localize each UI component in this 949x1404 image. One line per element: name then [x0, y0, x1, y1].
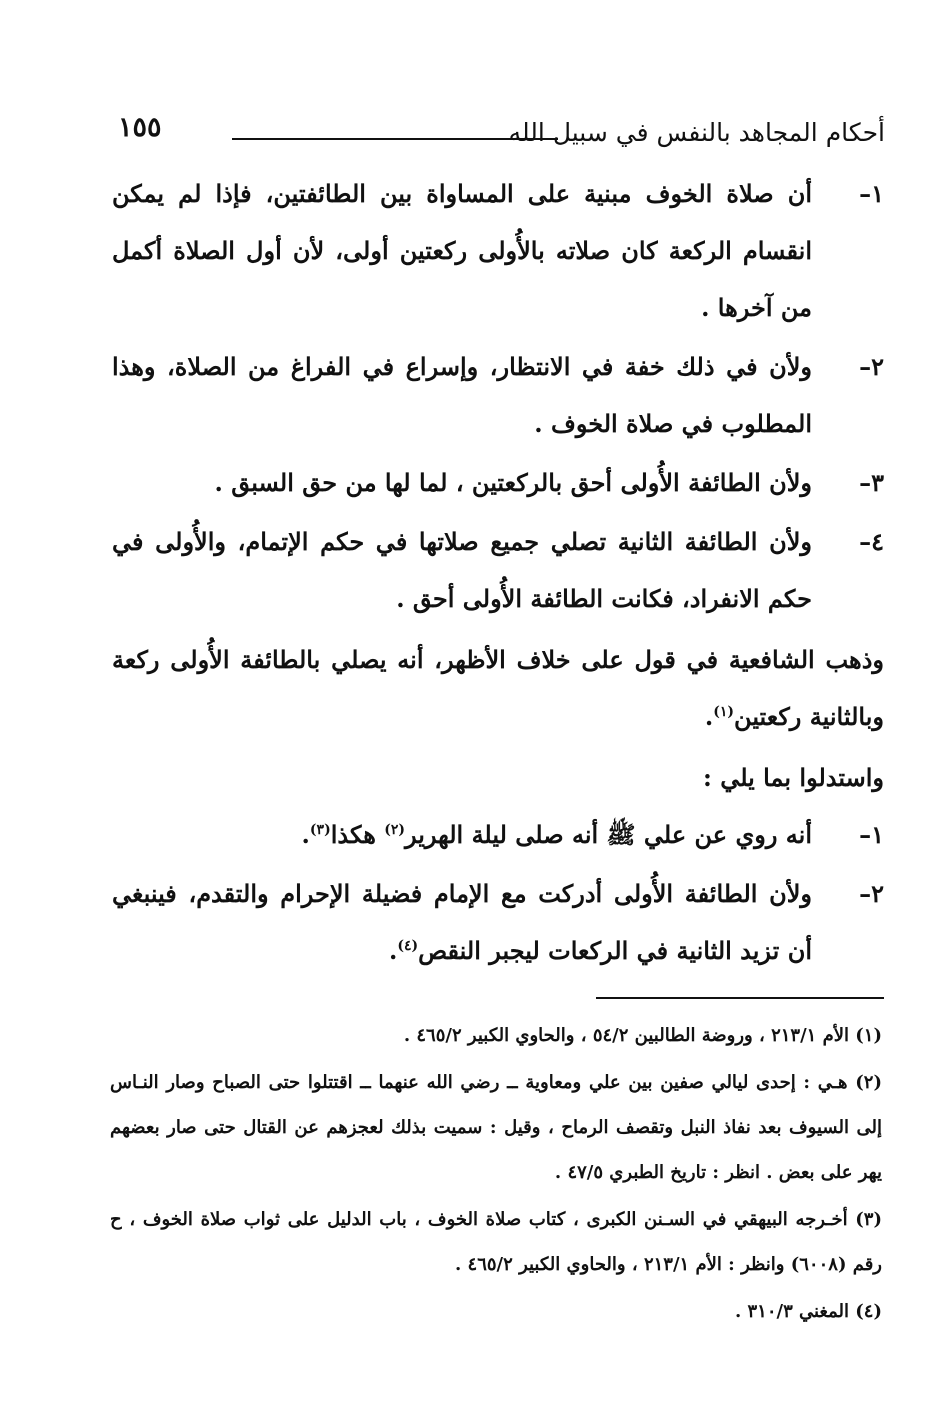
- page-number: ١٥٥: [118, 112, 162, 143]
- main-text: [112, 165, 884, 981]
- footnote-ref: (٢): [384, 822, 405, 838]
- item-end: .: [301, 820, 310, 849]
- footnote-ref: (٤): [397, 938, 419, 954]
- list-item: [112, 865, 884, 979]
- footnote: (٤) المغني ٣١٠/٣ .: [734, 1301, 882, 1322]
- item-text: أنه روي عن علي ﷺ أنه صلى ليلة الهرير: [405, 820, 812, 849]
- running-title: أحكام المجاهد بالنفس في سبيل الله: [508, 118, 885, 147]
- item-number: ٣–: [859, 468, 884, 497]
- item-number: ١–: [859, 179, 884, 208]
- item-number: ٢–: [859, 352, 884, 381]
- item-number: ١–: [859, 820, 884, 849]
- item-text: ولأن في ذلك خفة في الانتظار، وإسراع في الفراغ من الصلاة، وهذا المطلوب في صلاة الخوف .: [112, 352, 812, 438]
- paragraph-end: .: [704, 702, 714, 731]
- footnote: (٣) أخـرجه البيهقي في السـنن الكبرى ، كتاب صلاة الخوف ، باب الدليل على ثواب صلاة الخوف ، ح رقم (٦٠٠٨) وانظر : الأم ٢١٣/١ ، والحاوي الكبير ٤٦٥/٢ .: [110, 1209, 882, 1275]
- footnotes: [110, 1013, 882, 1336]
- item-text: ولأن الطائفة الأُولى أحق بالركعتين ، لما لها من حق السبق .: [214, 468, 812, 497]
- paragraph-evidence-intro: واستدلوا بما يلي :: [702, 763, 884, 792]
- item-number: ٢–: [859, 879, 884, 908]
- list-item: [112, 513, 884, 627]
- footnote-ref: (٣): [309, 822, 331, 838]
- item-text: أن صلاة الخوف مبنية على المساواة بين الطائفتين، فإذا لم يمكن انقسام الركعة كان صلاته بالأُولى ركعتين أولى، لأن أول الصلاة أكمل من آخرها .: [112, 179, 812, 322]
- page-header: [110, 112, 885, 152]
- paragraph-text: وذهب الشافعية في قول على خلاف الأظهر، أنه يصلي بالطائفة الأُولى ركعة وبالثانية ركعتين: [112, 645, 884, 731]
- footnote-separator: [596, 997, 884, 999]
- list-item: [112, 338, 884, 452]
- list-item: [112, 806, 884, 863]
- paragraph-shafii: [112, 631, 884, 745]
- item-text: ولأن الطائفة الثانية تصلي جميع صلاتها في حكم الإتمام، والأُولى في حكم الانفراد، فكانت الطائفة الأُولى أحق .: [112, 527, 812, 613]
- footnote-ref: (١): [713, 704, 735, 720]
- list-item: [112, 165, 884, 336]
- footnote: (٢) هـي : إحدى ليالي صفين بين علي ومعاوية ــ رضي الله عنهما ــ اقتتلوا حتى الصباح وصار النـاس إلى السيوف بعد نفاذ النبل وتقصف الرماح ، وقيل : سميت بذلك لعجزهم عن القتال حتى صار بعضهم يهر على بعض . انظر : تاريخ الطبري ٤٧/٥ .: [110, 1072, 882, 1183]
- item-text: هكذا: [330, 820, 385, 849]
- item-text: ولأن الطائفة الأُولى أدركت مع الإمام فضيلة الإحرام والتقدم، فينبغي أن تزيد الثانية في الركعات ليجبر النقص: [112, 879, 812, 965]
- item-end: .: [389, 936, 398, 965]
- header-rule: [232, 138, 558, 140]
- footnote: (١) الأم ٢١٣/١ ، وروضة الطالبين ٥٤/٢ ، والحاوي الكبير ٤٦٥/٢ .: [403, 1025, 882, 1046]
- item-number: ٤–: [859, 527, 884, 556]
- list-item: [112, 454, 884, 511]
